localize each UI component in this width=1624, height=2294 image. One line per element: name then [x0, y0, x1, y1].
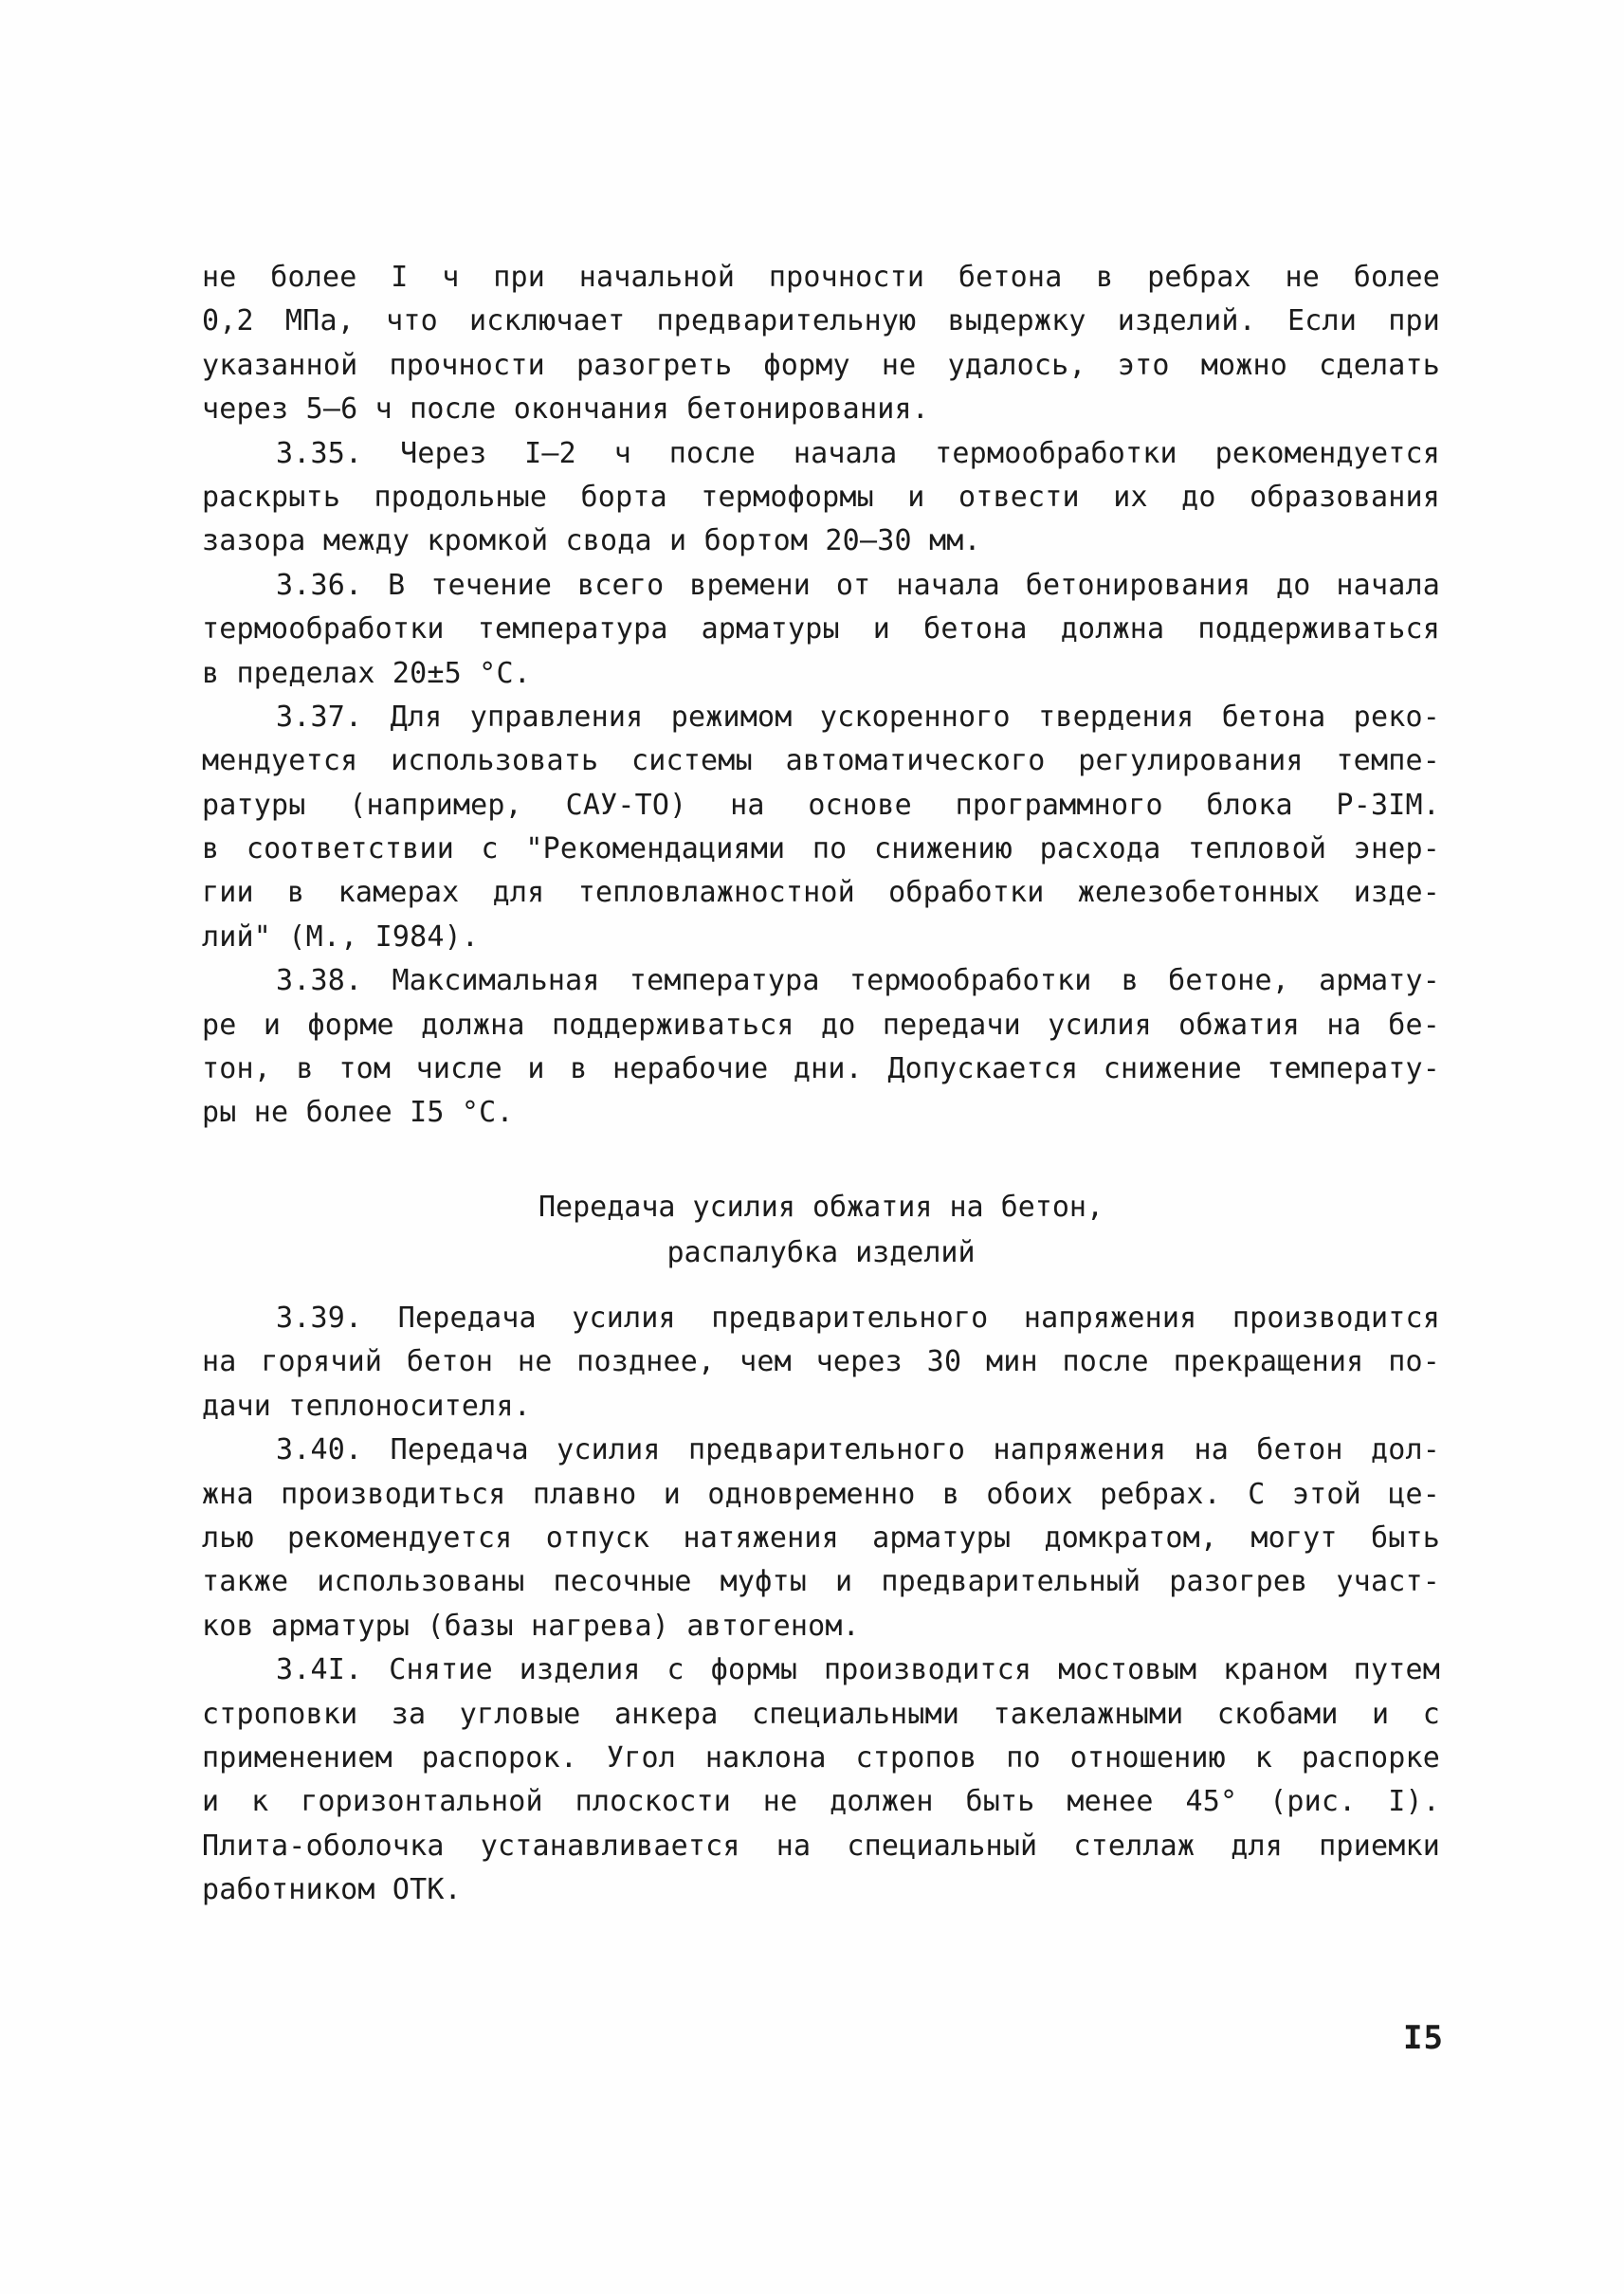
text-line: 3.37. Для управления режимом ускоренного твердения бетона реко-: [276, 700, 1440, 734]
text-line: ратуры (например, САУ-ТО) на основе программного блока Р-3IМ.: [202, 788, 1440, 822]
paragraph-3-37: [202, 696, 1440, 959]
paragraph-3-39: [202, 1297, 1440, 1429]
paragraph-continuation: [202, 256, 1440, 432]
text-line: лью рекомендуется отпуск натяжения арматуры домкратом, могут быть: [202, 1520, 1440, 1555]
text-line: в соответствии с "Рекомендациями по снижению расхода тепловой энер-: [202, 832, 1440, 866]
text-line: указанной прочности разогреть форму не удалось, это можно сделать: [202, 348, 1440, 382]
text-line: 3.38. Максимальная температура термообработки в бетоне, армату-: [276, 964, 1440, 998]
text-line: в пределах 20±5 °С.: [202, 656, 531, 690]
text-line: ре и форме должна поддерживаться до передачи усилия обжатия на бе-: [202, 1008, 1440, 1042]
text-line: 3.36. В течение всего времени от начала бетонирования до начала: [276, 568, 1440, 602]
text-line: строповки за угловые анкера специальными такелажными скобами и с: [202, 1697, 1440, 1731]
text-line: через 5–6 ч после окончания бетонирования.: [202, 392, 929, 427]
paragraph-3-38: [202, 959, 1440, 1136]
text-line: тон, в том числе и в нерабочие дни. Допускается снижение температу-: [202, 1052, 1440, 1086]
text-line: работником ОТК.: [202, 1873, 462, 1907]
paragraph-3-35: [202, 432, 1440, 564]
body-text-top: [202, 256, 1440, 1136]
text-line: термообработки температура арматуры и бетона должна поддерживаться: [202, 612, 1440, 646]
text-line: не более I ч при начальной прочности бетона в ребрах не более: [202, 261, 1440, 294]
text-line: ков арматуры (базы нагрева) автогеном.: [202, 1609, 860, 1643]
text-line: 3.35. Через I–2 ч после начала термообработки рекомендуется: [276, 436, 1440, 470]
text-line: гии в камерах для тепловлажностной обработки железобетонных изде-: [202, 876, 1440, 910]
section-heading-line-2: распалубка изделий: [666, 1236, 976, 1269]
paragraph-3-36: [202, 564, 1440, 696]
body-text-bottom: [202, 1297, 1440, 1912]
paragraph-3-41: [202, 1648, 1440, 1912]
text-line: ры не более I5 °С.: [202, 1096, 514, 1130]
text-line: 3.4I. Снятие изделия с формы производится мостовым краном путем: [276, 1653, 1440, 1687]
text-line: и к горизонтальной плоскости не должен быть менее 45° (рис. I).: [202, 1785, 1440, 1819]
page-number: I5: [1403, 2019, 1444, 2057]
text-line: 3.39. Передача усилия предварительного напряжения производится: [276, 1302, 1440, 1335]
text-line: мендуется использовать системы автоматического регулирования темпе-: [202, 744, 1440, 778]
text-line: дачи теплоносителя.: [202, 1389, 531, 1423]
text-line: 3.40. Передача усилия предварительного напряжения на бетон дол-: [276, 1433, 1440, 1467]
text-line: раскрыть продольные борта термоформы и отвести их до образования: [202, 480, 1440, 514]
text-line: на горячий бетон не позднее, чем через 30 мин после прекращения по-: [202, 1345, 1440, 1379]
section-heading: [202, 1185, 1440, 1276]
text-line: применением распорок. Угол наклона стропов по отношению к распорке: [202, 1740, 1440, 1775]
section-heading-line-1: Передача усилия обжатия на бетон,: [538, 1191, 1104, 1224]
text-line: зазора между кромкой свода и бортом 20–30 мм.: [202, 524, 981, 558]
text-line: 0,2 МПа, что исключает предварительную выдержку изделий. Если при: [202, 304, 1440, 338]
text-line: жна производиться плавно и одновременно в обоих ребрах. С этой це-: [202, 1477, 1440, 1511]
text-line: Плита-оболочка устанавливается на специальный стеллаж для приемки: [202, 1829, 1440, 1863]
paragraph-3-40: [202, 1429, 1440, 1648]
text-line: лий" (М., I984).: [202, 919, 480, 954]
text-line: также использованы песочные муфты и предварительный разогрев участ-: [202, 1565, 1440, 1599]
